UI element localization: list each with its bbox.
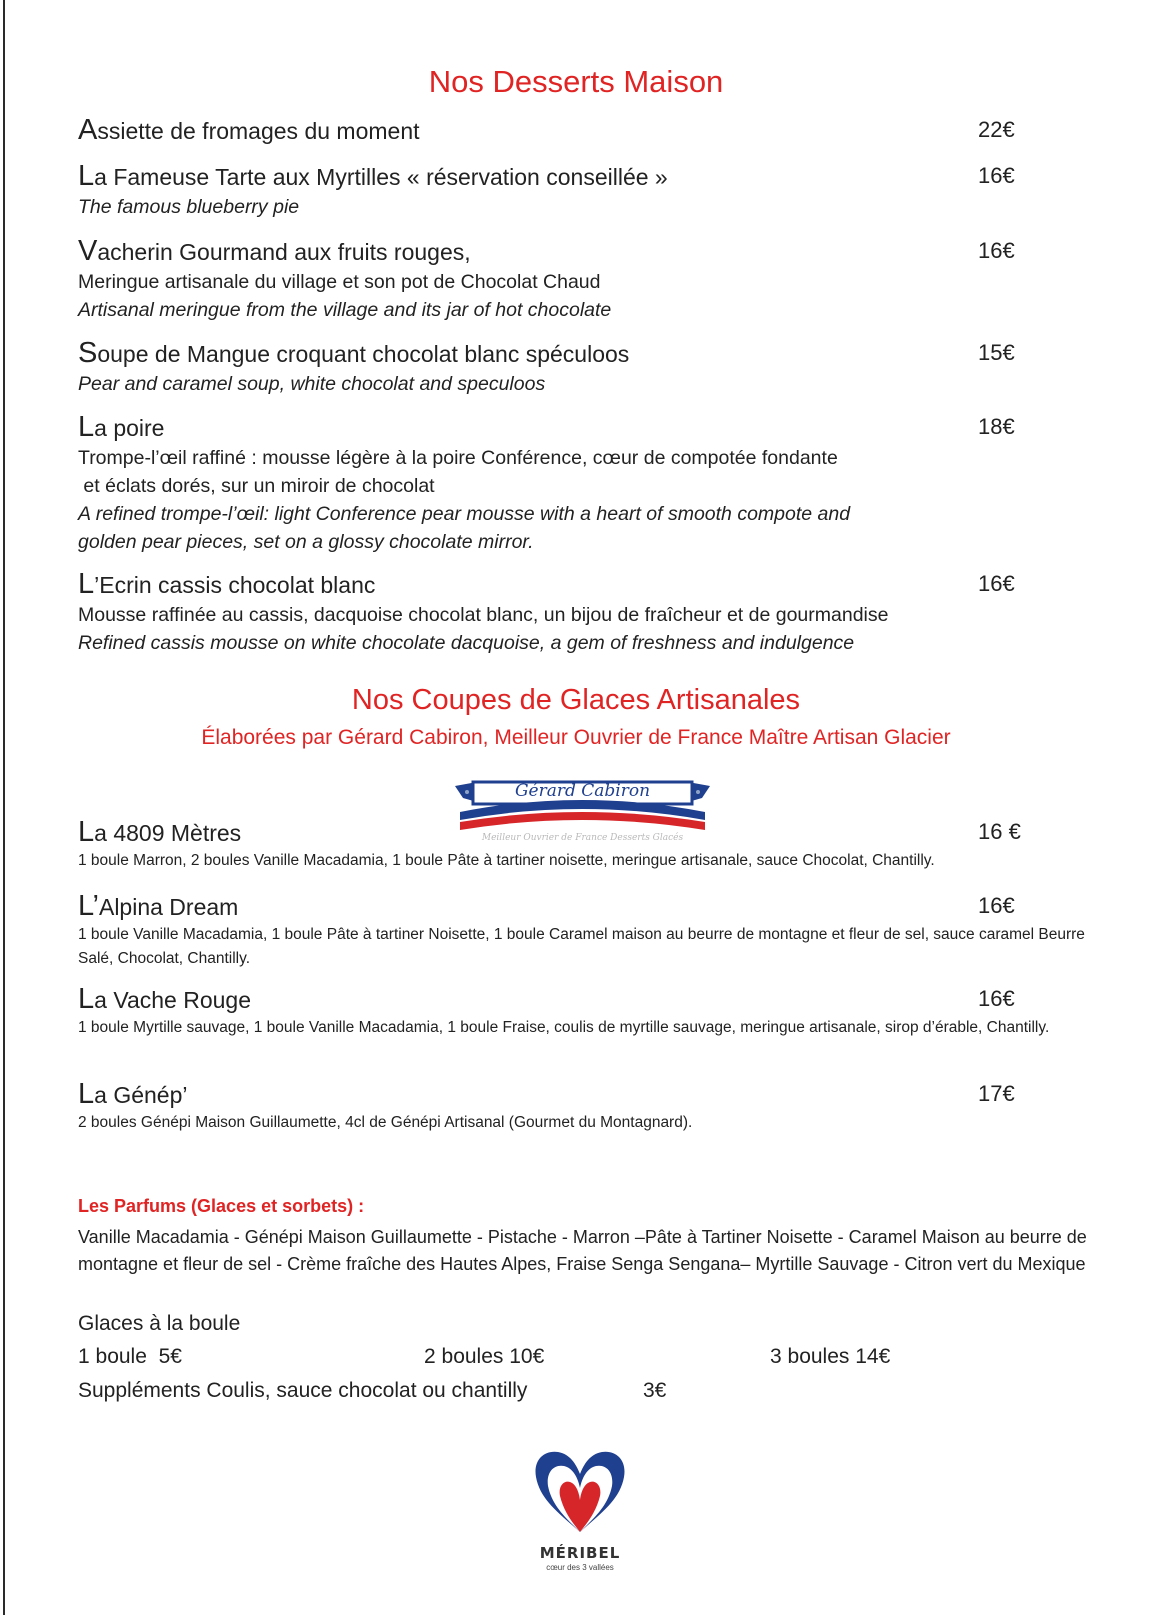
dessert-description: Pear and caramel soup, white chocolat and speculoos <box>78 373 546 395</box>
meribel-logo <box>500 1432 660 1582</box>
dessert-price: 16€ <box>978 238 1015 263</box>
dessert-description: Trompe-l’œil raffiné : mousse légère à la poire Conférence, cœur de compotée fondante <box>78 447 838 469</box>
meribel-name: MÉRIBEL <box>539 1544 621 1562</box>
heart-icon <box>500 1432 660 1542</box>
glace-item <box>78 816 1098 873</box>
dessert-description: The famous blueberry pie <box>78 196 300 218</box>
glace-description: 1 boule Myrtille sauvage, 1 boule Vanille Macadamia, 1 boule Fraise, coulis de myrtille sauvage, meringue artisanale, sirop d’érable, Chantilly. <box>78 1019 1050 1036</box>
meribel-tagline: cœur des 3 vallées <box>546 1563 614 1572</box>
dessert-price: 22€ <box>978 117 1015 142</box>
price-three-scoops: 3 boules 14€ <box>770 1345 891 1368</box>
dessert-description: Artisanal meringue from the village and its jar of hot chocolate <box>78 299 612 321</box>
price-two-scoops: 2 boules 10€ <box>424 1345 545 1368</box>
glace-name: La Vache Rouge <box>78 983 251 1015</box>
glace-name: L’Alpina Dream <box>78 890 239 922</box>
logo-subtitle: Meilleur Ouvrier de France Desserts Glacés <box>481 833 684 843</box>
dessert-item <box>78 160 1098 221</box>
glaces-subtitle: Élaborées par Gérard Cabiron, Meilleur Ouvrier de France Maître Artisan Glacier <box>201 726 951 749</box>
dessert-item <box>78 235 1098 324</box>
dessert-name: Soupe de Mangue croquant chocolat blanc spéculoos <box>78 337 630 369</box>
dessert-name: La poire <box>78 411 165 443</box>
parfums-list: Vanille Macadamia - Génépi Maison Guillaumette - Pistache - Marron –Pâte à Tartiner Noisette - Caramel Maison au beurre de montagne et fleur de sel - Crème fraîche des Hautes Alpes, Fraise Senga Sengana– Myrtille Sauvage - Citron vert du Mexique <box>78 1227 1087 1274</box>
glace-price: 16 € <box>978 819 1021 844</box>
boule-heading: Glaces à la boule <box>78 1312 241 1335</box>
glace-price: 16€ <box>978 986 1015 1011</box>
dessert-name: L’Ecrin cassis chocolat blanc <box>78 568 376 600</box>
price-one-scoop: 1 boule 5€ <box>78 1345 182 1368</box>
glace-item <box>78 890 1098 971</box>
dessert-description: Meringue artisanale du village et son pot de Chocolat Chaud <box>78 271 601 293</box>
dessert-price: 15€ <box>978 340 1015 365</box>
parfums-title: Les Parfums (Glaces et sorbets) : <box>78 1196 365 1216</box>
glace-name: La 4809 Mètres <box>78 816 242 848</box>
dessert-item <box>78 114 1098 147</box>
glace-description: 1 boule Vanille Macadamia, 1 boule Pâte à tartiner Noisette, 1 boule Caramel maison au beurre de montagne et fleur de sel, sauce caramel Beurre Salé, Chocolat, Chantilly. <box>78 926 1085 967</box>
glace-description: 2 boules Génépi Maison Guillaumette, 4cl de Génépi Artisanal (Gourmet du Montagnard). <box>78 1114 693 1131</box>
dessert-description: Mousse raffinée au cassis, dacquoise chocolat blanc, un bijou de fraîcheur et de gourmandise <box>78 604 889 626</box>
supplement-price: 3€ <box>643 1379 667 1402</box>
glace-price: 17€ <box>978 1081 1015 1106</box>
supplement-label: Suppléments Coulis, sauce chocolat ou chantilly <box>78 1379 528 1402</box>
dessert-item <box>78 337 1098 398</box>
dessert-name: Assiette de fromages du moment <box>78 114 420 146</box>
glace-price: 16€ <box>978 893 1015 918</box>
dessert-price: 16€ <box>978 571 1015 596</box>
dessert-item <box>78 568 1098 657</box>
dessert-description: golden pear pieces, set on a glossy chocolate mirror. <box>78 531 534 553</box>
dessert-description: Refined cassis mousse on white chocolate dacquoise, a gem of freshness and indulgence <box>78 632 855 654</box>
dessert-name: La Fameuse Tarte aux Myrtilles « réservation conseillée » <box>78 160 668 192</box>
glace-item <box>78 983 1098 1040</box>
dessert-name: Vacherin Gourmand aux fruits rouges, <box>78 235 471 267</box>
dessert-description: A refined trompe-l’œil: light Conference pear mousse with a heart of smooth compote and <box>78 503 851 525</box>
desserts-title: Nos Desserts Maison <box>428 64 724 99</box>
dessert-price: 18€ <box>978 414 1015 439</box>
glace-name: La Génép’ <box>78 1078 188 1110</box>
glace-description: 1 boule Marron, 2 boules Vanille Macadamia, 1 boule Pâte à tartiner noisette, meringue artisanale, sauce Chocolat, Chantilly. <box>78 852 935 869</box>
logo-title: Gérard Cabiron <box>514 781 651 801</box>
dessert-price: 16€ <box>978 163 1015 188</box>
glace-item <box>78 1078 1098 1135</box>
dessert-item <box>78 411 1098 556</box>
glaces-title: Nos Coupes de Glaces Artisanales <box>351 684 801 716</box>
dessert-description: et éclats dorés, sur un miroir de chocolat <box>78 475 435 497</box>
